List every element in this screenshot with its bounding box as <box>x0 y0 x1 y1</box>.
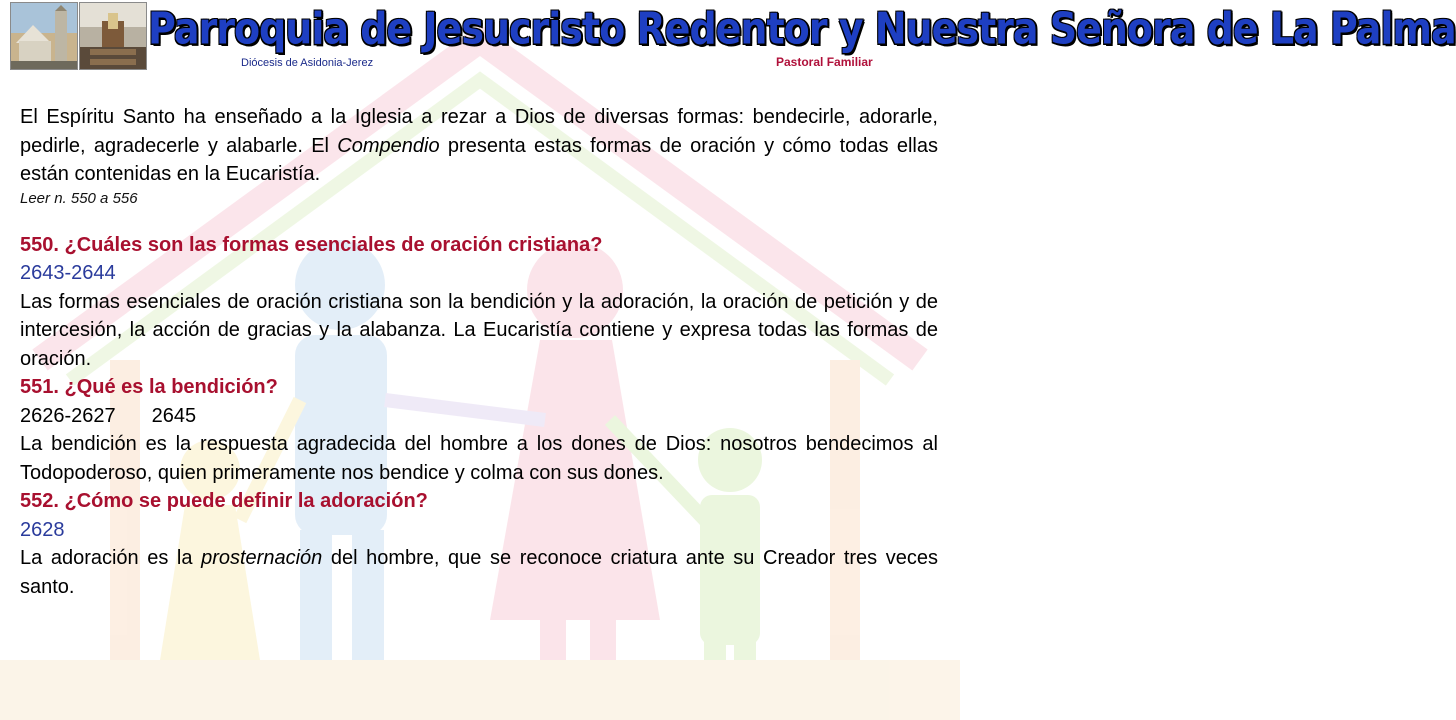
question-551: 551. ¿Qué es la bendición? <box>20 376 278 398</box>
reference-550: 2643-2644 <box>20 262 116 284</box>
answer-550: Las formas esenciales de oración cristiana son la bendición y la adoración, la oración de petición y de intercesión, la acción de gracias y la alabanza. La Eucaristía contiene y expresa todas las formas de oración. <box>20 290 938 370</box>
question-550: 550. ¿Cuáles son las formas esenciales de oración cristiana? <box>20 233 603 256</box>
compendio-emphasis: Compendio <box>337 134 440 157</box>
church-exterior-photo <box>10 2 78 70</box>
reference-551: 2626-2627 2645 <box>20 404 197 427</box>
header <box>0 0 1456 80</box>
answer-552: La adoración es la prosternación del hombre, que se reconoce criatura ante su Creador tres veces santo. <box>20 547 938 598</box>
section-label: Pastoral Familiar <box>776 55 873 69</box>
main-content <box>20 103 938 601</box>
question-552: 552. ¿Cómo se puede definir la adoración? <box>20 490 428 512</box>
diocese-name: Diócesis de Asidonia-Jerez <box>241 57 374 69</box>
prosternacion-emphasis: prosternación <box>201 547 323 569</box>
intro-paragraph: El Espíritu Santo ha enseñado a la Iglesia a rezar a Dios de diversas formas: bendecirle, adorarle, pedirle, agradecerle y alabarle. El Compendio presenta estas formas de oración y cómo todas ellas están contenidas en la Eucaristía. <box>20 106 938 185</box>
church-interior-photo <box>79 2 147 70</box>
reading-reference: Leer n. 550 a 556 <box>20 189 138 207</box>
answer-551: La bendición es la respuesta agradecida del hombre a los dones de Dios: nosotros bendecimos al Todopoderoso, quien primeramente nos bendice y colma con sus dones. <box>20 433 938 484</box>
reference-552: 2628 <box>20 518 65 541</box>
parish-title: Parroquia de Jesucristo Redentor y Nuestra Señora de La Palma <box>148 3 1456 55</box>
